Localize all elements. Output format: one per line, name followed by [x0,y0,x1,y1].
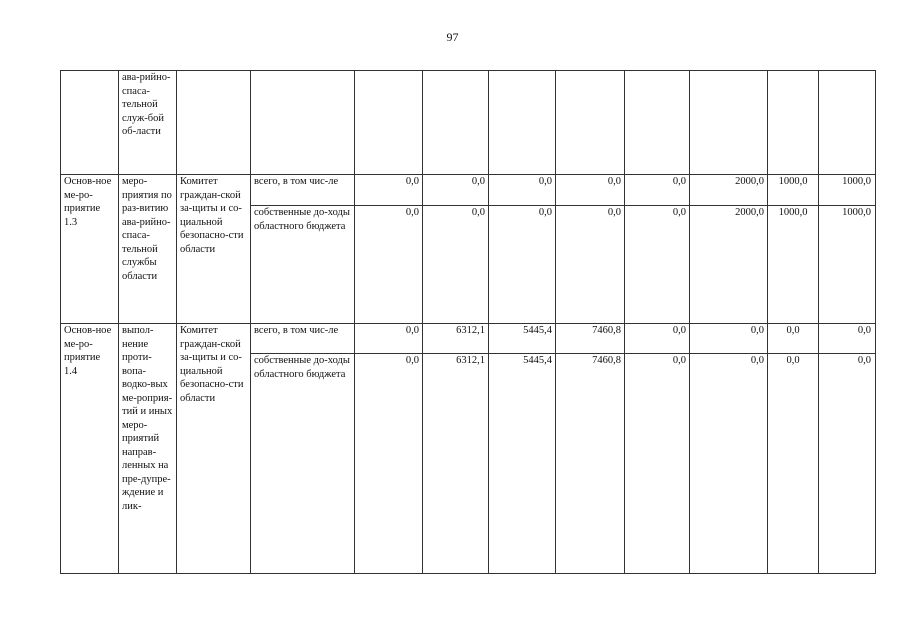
value-cell: 0,0 [625,324,690,354]
value-cell [556,71,625,175]
value-cell: 0,0 [819,354,876,574]
value-cell: 1000,0 [768,175,819,206]
value-cell [690,71,768,175]
value-cell: 1000,0 [768,206,819,324]
value-cell: 6312,1 [423,354,489,574]
value-cell [489,71,556,175]
description-cell: ава-рийно-спаса-тельной служ-бой об-ласти [119,71,177,175]
value-cell: 0,0 [768,354,819,574]
value-cell: 0,0 [625,354,690,574]
value-cell [423,71,489,175]
event-cell [61,71,119,175]
value-cell [819,71,876,175]
table-row-continuation [61,71,876,175]
value-cell: 2000,0 [690,206,768,324]
value-cell: 2000,0 [690,175,768,206]
value-cell: 5445,4 [489,324,556,354]
value-cell [625,71,690,175]
value-cell: 0,0 [355,354,423,574]
value-cell: 0,0 [355,324,423,354]
executor-cell [177,71,251,175]
value-cell: 0,0 [489,175,556,206]
table-row [61,175,876,206]
value-cell [768,71,819,175]
executor-cell: Комитет граждан-ской за-щиты и со-циальной безопасно-сти области [177,324,251,574]
source-cell: собственные до-ходы областного бюджета [251,354,355,574]
source-cell [251,71,355,175]
value-cell: 0,0 [768,324,819,354]
source-cell: всего, в том чис-ле [251,324,355,354]
value-cell: 0,0 [556,175,625,206]
value-cell: 7460,8 [556,354,625,574]
value-cell [355,71,423,175]
event-cell: Основ-ное ме-ро-приятие 1.3 [61,175,119,324]
value-cell: 6312,1 [423,324,489,354]
value-cell: 0,0 [423,175,489,206]
value-cell: 7460,8 [556,324,625,354]
budget-table [60,70,876,574]
page-number: 97 [446,30,459,44]
value-cell: 5445,4 [489,354,556,574]
value-cell: 0,0 [423,206,489,324]
value-cell: 0,0 [355,206,423,324]
value-cell: 1000,0 [819,175,876,206]
value-cell: 0,0 [489,206,556,324]
value-cell: 0,0 [690,324,768,354]
description-cell: выпол-нение проти-вопа-водко-вых ме-роприя-тий и иных меро-приятий направ-ленных на пре-дупре-ждение и лик- [119,324,177,574]
table-row [61,324,876,354]
value-cell: 0,0 [556,206,625,324]
value-cell: 0,0 [690,354,768,574]
value-cell: 0,0 [819,324,876,354]
source-cell: собственные до-ходы областного бюджета [251,206,355,324]
value-cell: 0,0 [625,175,690,206]
value-cell: 0,0 [355,175,423,206]
description-cell: меро-приятия по раз-витию ава-рийно-спаса-тельной службы области [119,175,177,324]
source-cell: всего, в том чис-ле [251,175,355,206]
value-cell: 1000,0 [819,206,876,324]
executor-cell: Комитет граждан-ской за-щиты и со-циальной безопасно-сти области [177,175,251,324]
value-cell: 0,0 [625,206,690,324]
event-cell: Основ-ное ме-ро-приятие 1.4 [61,324,119,574]
